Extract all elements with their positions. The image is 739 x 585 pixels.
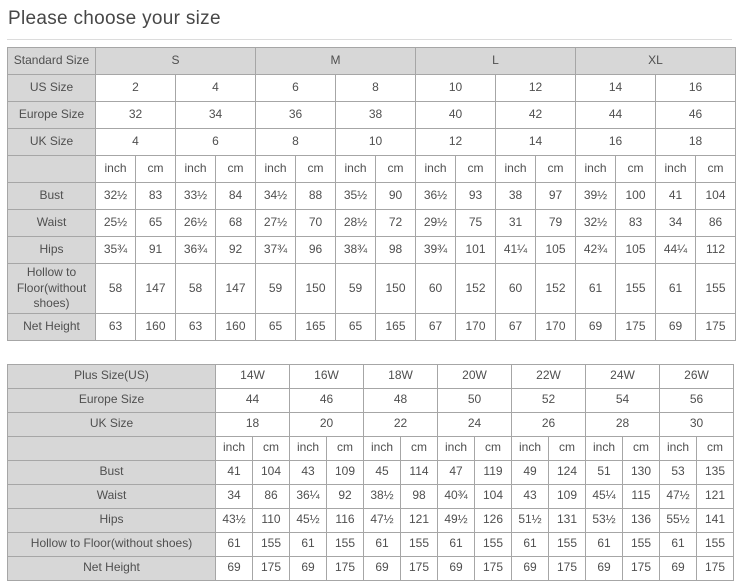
measurement-cell: 68 [216,210,256,237]
title-divider [7,39,732,40]
size-group-header: M [256,48,416,75]
measurement-cell: 61 [512,532,549,556]
measurement-cell: 175 [696,313,736,340]
measurement-cell: 84 [216,183,256,210]
table-row [8,364,734,388]
row-label: Waist [8,484,216,508]
measurement-cell: 160 [216,313,256,340]
size-cell: 52 [512,388,586,412]
measurement-cell: 98 [376,237,416,264]
row-label: Hips [8,237,96,264]
size-cell: 44 [576,102,656,129]
unit-cell: inch [256,156,296,183]
unit-cell: cm [697,436,734,460]
size-group-header: XL [576,48,736,75]
row-label: Europe Size [8,102,96,129]
measurement-cell: 155 [327,532,364,556]
measurement-cell: 61 [656,264,696,314]
measurement-cell: 104 [696,183,736,210]
measurement-cell: 61 [216,532,253,556]
size-cell: 30 [660,412,734,436]
unit-cell: cm [616,156,656,183]
measurement-cell: 175 [253,556,290,580]
unit-cell: cm [456,156,496,183]
unit-cell: cm [327,436,364,460]
size-cell: 38 [336,102,416,129]
table-row [8,556,734,580]
measurement-cell: 116 [327,508,364,532]
measurement-cell: 141 [697,508,734,532]
measurement-cell: 155 [616,264,656,314]
measurement-cell: 86 [696,210,736,237]
measurement-cell: 38½ [364,484,401,508]
size-cell: 16W [290,364,364,388]
measurement-cell: 53½ [586,508,623,532]
measurement-cell: 60 [496,264,536,314]
measurement-cell: 60 [416,264,456,314]
measurement-cell: 109 [327,460,364,484]
measurement-cell: 131 [549,508,586,532]
measurement-cell: 175 [549,556,586,580]
measurement-cell: 37¾ [256,237,296,264]
measurement-cell: 27½ [256,210,296,237]
measurement-cell: 165 [296,313,336,340]
size-cell: 44 [216,388,290,412]
measurement-cell: 44¼ [656,237,696,264]
measurement-cell: 96 [296,237,336,264]
measurement-cell: 150 [376,264,416,314]
measurement-cell: 136 [623,508,660,532]
unit-cell: cm [401,436,438,460]
measurement-cell: 38 [496,183,536,210]
measurement-cell: 119 [475,460,512,484]
measurement-cell: 147 [216,264,256,314]
size-cell: 16 [656,75,736,102]
measurement-cell: 155 [697,532,734,556]
size-cell: 6 [256,75,336,102]
measurement-cell: 33½ [176,183,216,210]
measurement-cell: 69 [576,313,616,340]
size-cell: 14 [576,75,656,102]
size-cell: 50 [438,388,512,412]
measurement-cell: 35½ [336,183,376,210]
measurement-cell: 28½ [336,210,376,237]
measurement-cell: 32½ [576,210,616,237]
measurement-cell: 100 [616,183,656,210]
size-cell: 54 [586,388,660,412]
size-cell: 22 [364,412,438,436]
measurement-cell: 51 [586,460,623,484]
table-row [8,412,734,436]
measurement-cell: 53 [660,460,697,484]
unit-cell: cm [376,156,416,183]
measurement-cell: 55½ [660,508,697,532]
unit-cell: inch [416,156,456,183]
row-label: Bust [8,183,96,210]
table-row [8,48,736,75]
size-cell: 26W [660,364,734,388]
unit-cell: inch [660,436,697,460]
measurement-cell: 88 [296,183,336,210]
table-row [8,75,736,102]
unit-cell: inch [656,156,696,183]
measurement-cell: 34½ [256,183,296,210]
measurement-cell: 150 [296,264,336,314]
measurement-cell: 155 [696,264,736,314]
measurement-cell: 32½ [96,183,136,210]
size-cell: 12 [416,129,496,156]
measurement-cell: 43 [512,484,549,508]
measurement-cell: 90 [376,183,416,210]
measurement-cell: 83 [616,210,656,237]
plus-size-table [7,364,734,581]
table-row [8,210,736,237]
measurement-cell: 155 [475,532,512,556]
row-label: Europe Size [8,388,216,412]
measurement-cell: 101 [456,237,496,264]
measurement-cell: 65 [136,210,176,237]
measurement-cell: 61 [576,264,616,314]
size-cell: 10 [416,75,496,102]
unit-cell: inch [576,156,616,183]
table-row [8,313,736,340]
size-cell: 24W [586,364,660,388]
table-row [8,183,736,210]
table-row [8,102,736,129]
measurement-cell: 61 [290,532,327,556]
size-group-header: L [416,48,576,75]
unit-cell: cm [136,156,176,183]
unit-cell: inch [176,156,216,183]
measurement-cell: 69 [364,556,401,580]
measurement-cell: 58 [96,264,136,314]
size-cell: 18 [656,129,736,156]
size-cell: 26 [512,412,586,436]
size-cell: 46 [656,102,736,129]
row-label: Net Height [8,556,216,580]
measurement-cell: 51½ [512,508,549,532]
size-cell: 34 [176,102,256,129]
unit-cell: inch [96,156,136,183]
measurement-cell: 47½ [364,508,401,532]
measurement-cell: 175 [616,313,656,340]
row-label: UK Size [8,129,96,156]
measurement-cell: 72 [376,210,416,237]
unit-cell: cm [253,436,290,460]
measurement-cell: 61 [660,532,697,556]
measurement-cell: 69 [438,556,475,580]
measurement-cell: 31 [496,210,536,237]
unit-cell: cm [475,436,512,460]
measurement-cell: 61 [438,532,475,556]
measurement-cell: 47 [438,460,475,484]
size-cell: 6 [176,129,256,156]
table-row [8,460,734,484]
size-cell: 12 [496,75,576,102]
measurement-cell: 121 [697,484,734,508]
measurement-cell: 41 [656,183,696,210]
row-label: Waist [8,210,96,237]
size-cell: 24 [438,412,512,436]
measurement-cell: 175 [697,556,734,580]
size-cell: 8 [256,129,336,156]
measurement-cell: 34 [656,210,696,237]
table-row [8,508,734,532]
size-cell: 10 [336,129,416,156]
measurement-cell: 98 [401,484,438,508]
unit-cell: inch [512,436,549,460]
unit-cell: inch [336,156,376,183]
table-row [8,156,736,183]
measurement-cell: 59 [336,264,376,314]
size-group-header: S [96,48,256,75]
size-cell: 4 [96,129,176,156]
size-cell: 48 [364,388,438,412]
measurement-cell: 147 [136,264,176,314]
size-cell: 20 [290,412,364,436]
unit-cell: cm [536,156,576,183]
measurement-cell: 69 [216,556,253,580]
measurement-cell: 43 [290,460,327,484]
page-title: Please choose your size [8,8,221,29]
size-cell: 22W [512,364,586,388]
measurement-cell: 110 [253,508,290,532]
measurement-cell: 47½ [660,484,697,508]
measurement-cell: 39¾ [416,237,456,264]
measurement-cell: 40¾ [438,484,475,508]
measurement-cell: 25½ [96,210,136,237]
measurement-cell: 109 [549,484,586,508]
measurement-cell: 69 [660,556,697,580]
unit-cell: inch [496,156,536,183]
measurement-cell: 69 [586,556,623,580]
size-cell: 2 [96,75,176,102]
measurement-cell: 130 [623,460,660,484]
measurement-cell: 91 [136,237,176,264]
measurement-cell: 58 [176,264,216,314]
measurement-cell: 160 [136,313,176,340]
table-row [8,237,736,264]
measurement-cell: 26½ [176,210,216,237]
measurement-cell: 114 [401,460,438,484]
measurement-cell: 69 [290,556,327,580]
unit-cell: cm [696,156,736,183]
measurement-cell: 155 [253,532,290,556]
table-row [8,264,736,314]
size-cell: 42 [496,102,576,129]
measurement-cell: 39½ [576,183,616,210]
row-label: Net Height [8,313,96,340]
measurement-cell: 45½ [290,508,327,532]
table-row [8,436,734,460]
measurement-cell: 65 [256,313,296,340]
unit-corner [8,436,216,460]
size-cell: 18 [216,412,290,436]
measurement-cell: 92 [327,484,364,508]
size-cell: 18W [364,364,438,388]
measurement-cell: 63 [176,313,216,340]
table-row [8,388,734,412]
measurement-cell: 152 [456,264,496,314]
measurement-cell: 175 [327,556,364,580]
measurement-cell: 104 [253,460,290,484]
measurement-cell: 43½ [216,508,253,532]
measurement-cell: 121 [401,508,438,532]
measurement-cell: 41¼ [496,237,536,264]
measurement-cell: 36¾ [176,237,216,264]
row-label: Hollow to Floor(without shoes) [8,532,216,556]
measurement-cell: 97 [536,183,576,210]
measurement-cell: 69 [512,556,549,580]
measurement-cell: 93 [456,183,496,210]
measurement-cell: 170 [536,313,576,340]
size-cell: 20W [438,364,512,388]
standard-size-table [7,47,736,341]
measurement-cell: 165 [376,313,416,340]
row-label: Plus Size(US) [8,364,216,388]
measurement-cell: 175 [475,556,512,580]
size-cell: 4 [176,75,256,102]
measurement-cell: 86 [253,484,290,508]
size-cell: 14W [216,364,290,388]
measurement-cell: 36½ [416,183,456,210]
size-cell: 56 [660,388,734,412]
row-label: US Size [8,75,96,102]
table-row [8,484,734,508]
measurement-cell: 105 [616,237,656,264]
size-cell: 32 [96,102,176,129]
measurement-cell: 61 [364,532,401,556]
measurement-cell: 49½ [438,508,475,532]
measurement-cell: 115 [623,484,660,508]
measurement-cell: 29½ [416,210,456,237]
unit-cell: inch [364,436,401,460]
measurement-cell: 67 [496,313,536,340]
measurement-cell: 135 [697,460,734,484]
measurement-cell: 170 [456,313,496,340]
measurement-cell: 34 [216,484,253,508]
measurement-cell: 105 [536,237,576,264]
row-label: Bust [8,460,216,484]
measurement-cell: 126 [475,508,512,532]
measurement-cell: 152 [536,264,576,314]
measurement-cell: 42¾ [576,237,616,264]
measurement-cell: 175 [623,556,660,580]
size-cell: 8 [336,75,416,102]
unit-cell: inch [216,436,253,460]
measurement-cell: 92 [216,237,256,264]
measurement-cell: 155 [401,532,438,556]
size-cell: 40 [416,102,496,129]
measurement-cell: 63 [96,313,136,340]
measurement-cell: 79 [536,210,576,237]
measurement-cell: 70 [296,210,336,237]
measurement-cell: 36¼ [290,484,327,508]
unit-cell: cm [216,156,256,183]
measurement-cell: 41 [216,460,253,484]
measurement-cell: 75 [456,210,496,237]
measurement-cell: 112 [696,237,736,264]
size-cell: 28 [586,412,660,436]
measurement-cell: 35¾ [96,237,136,264]
measurement-cell: 67 [416,313,456,340]
measurement-cell: 83 [136,183,176,210]
size-cell: 46 [290,388,364,412]
measurement-cell: 61 [586,532,623,556]
row-label: Hips [8,508,216,532]
size-cell: 16 [576,129,656,156]
unit-cell: inch [290,436,327,460]
unit-cell: cm [549,436,586,460]
table-row [8,532,734,556]
measurement-cell: 175 [401,556,438,580]
measurement-cell: 45¼ [586,484,623,508]
measurement-cell: 38¾ [336,237,376,264]
measurement-cell: 69 [656,313,696,340]
measurement-cell: 49 [512,460,549,484]
unit-cell: inch [438,436,475,460]
size-cell: 36 [256,102,336,129]
unit-cell: cm [623,436,660,460]
unit-corner [8,156,96,183]
unit-cell: inch [586,436,623,460]
table-row [8,129,736,156]
measurement-cell: 155 [623,532,660,556]
measurement-cell: 155 [549,532,586,556]
unit-cell: cm [296,156,336,183]
size-cell: 14 [496,129,576,156]
row-label: UK Size [8,412,216,436]
measurement-cell: 59 [256,264,296,314]
measurement-cell: 124 [549,460,586,484]
measurement-cell: 104 [475,484,512,508]
measurement-cell: 45 [364,460,401,484]
corner-label: Standard Size [8,48,96,75]
measurement-cell: 65 [336,313,376,340]
row-label: Hollow to Floor(without shoes) [8,264,96,314]
